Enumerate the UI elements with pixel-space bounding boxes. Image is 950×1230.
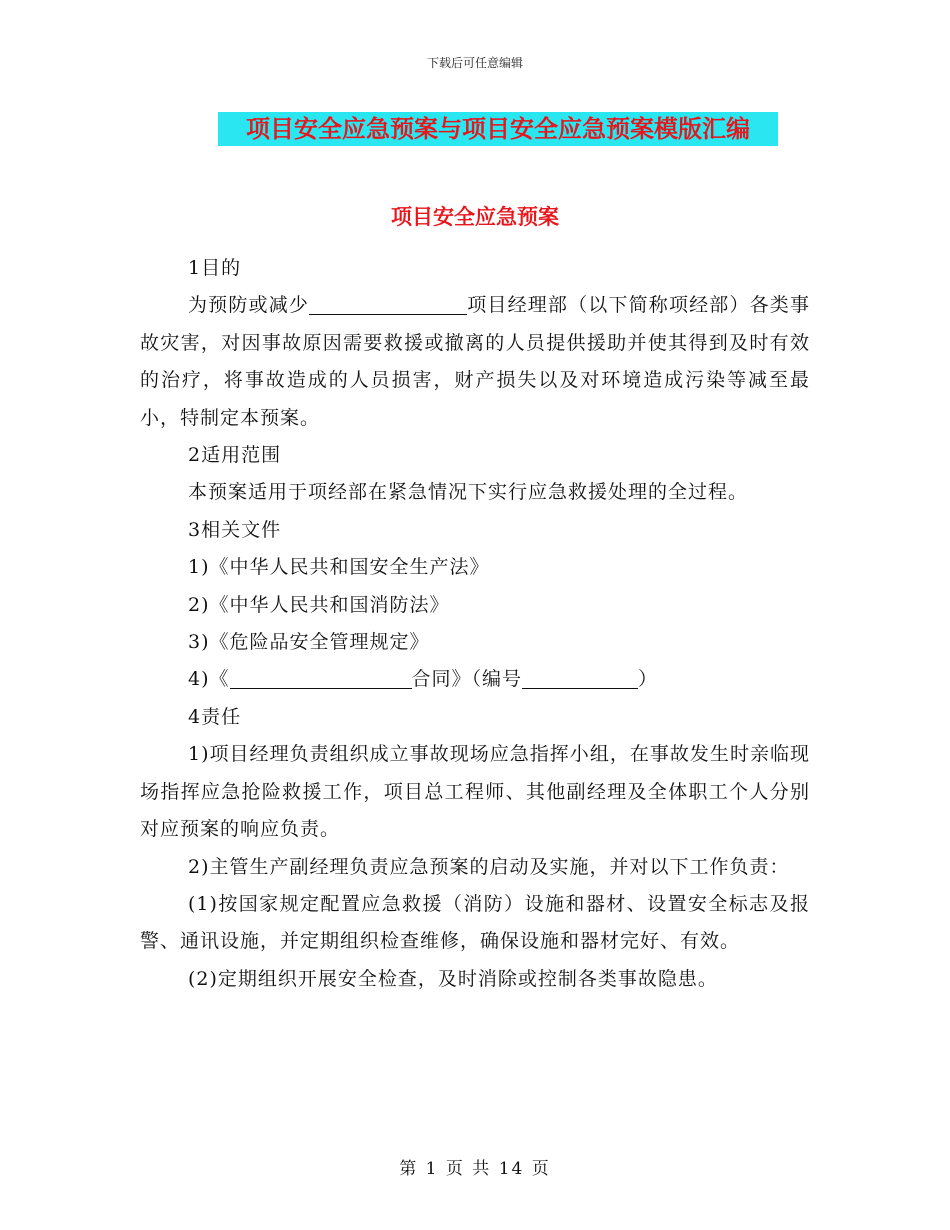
page-footer: 第 1 页 共 14 页 (399, 1159, 551, 1179)
heading-purpose: 1目的 (188, 257, 242, 279)
document-title: 项目安全应急预案与项目安全应急预案模版汇编 (218, 112, 778, 146)
text-segment: 合同》（编号 (411, 668, 523, 691)
reference-item: 1)《中华人民共和国安全生产法》 (188, 556, 490, 579)
header-note: 下载后可任意编辑 (426, 56, 523, 70)
section-title: 项目安全应急预案 (391, 205, 559, 229)
reference-item: 3)《危险品安全管理规定》 (188, 631, 430, 654)
text-segment: 为预防或减少 (188, 294, 310, 317)
paragraph-responsibility: 2)主管生产副经理负责应急预案的启动及实施，并对以下工作负责： (188, 855, 790, 878)
fill-in-blank (309, 292, 467, 315)
heading-scope: 2适用范围 (188, 444, 282, 467)
text-segment: 项目经理部（以下简称项经部）各类事故灾害，对因事故原因需要救援或撤离的人员提供援助并使其得到及时有效的治疗，将事故造成的人员损害，财产损失以及对环境造成污染等减至最小，特制定本预案。 (140, 294, 810, 429)
fill-in-blank (230, 666, 412, 689)
paragraph-responsibility: (2)定期组织开展安全检查，及时消除或控制各类事故隐患。 (188, 967, 718, 990)
paragraph-purpose (140, 287, 810, 437)
text-segment: 4)《 (188, 668, 230, 691)
paragraph-responsibility: (1)按国家规定配置应急救援（消防）设施和器材、设置安全标志及报警、通讯设施，并定期组织检查维修，确保设施和器材完好、有效。 (140, 892, 810, 953)
reference-item (140, 661, 810, 698)
text-segment: ） (638, 668, 659, 691)
paragraph-scope: 本预案适用于项经部在紧急情况下实行应急救援处理的全过程。 (188, 481, 749, 504)
heading-references: 3相关文件 (188, 518, 282, 541)
document-body (140, 250, 810, 998)
fill-in-blank (522, 666, 638, 689)
paragraph-responsibility: 1)项目经理负责组织成立事故现场应急指挥小组，在事故发生时亲临现场指挥应急抢险救援工作，项目总工程师、其他副经理及全体职工个人分别对应预案的响应负责。 (140, 743, 810, 841)
heading-responsibility: 4责任 (188, 705, 242, 728)
reference-item: 2)《中华人民共和国消防法》 (188, 593, 450, 616)
